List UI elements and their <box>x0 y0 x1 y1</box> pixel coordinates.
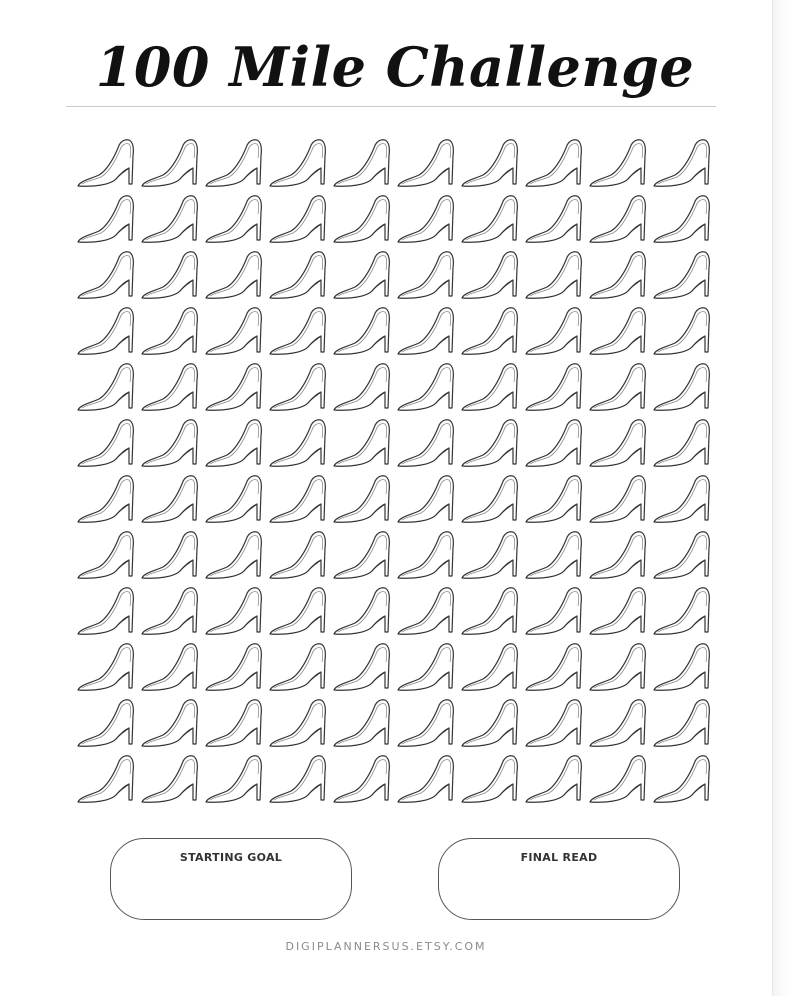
shoe-icon[interactable] <box>526 700 581 746</box>
shoe-icon[interactable] <box>654 756 709 802</box>
shoe-icon[interactable] <box>334 476 389 522</box>
shoe-icon[interactable] <box>334 308 389 354</box>
shoe-icon[interactable] <box>654 364 709 410</box>
shoe-icon[interactable] <box>526 252 581 298</box>
shoe-icon[interactable] <box>462 644 517 690</box>
shoe-icon[interactable] <box>398 756 453 802</box>
starting-goal-box[interactable] <box>110 838 352 920</box>
shoe-icon[interactable] <box>526 308 581 354</box>
shoe-icon[interactable] <box>590 420 645 466</box>
shoe-icon[interactable] <box>142 364 197 410</box>
shoe-icon[interactable] <box>462 700 517 746</box>
shoe-icon[interactable] <box>78 756 133 802</box>
shoe-icon[interactable] <box>270 252 325 298</box>
shoe-icon[interactable] <box>270 476 325 522</box>
shoe-icon[interactable] <box>590 364 645 410</box>
shoe-icon[interactable] <box>334 756 389 802</box>
shoe-icon[interactable] <box>462 252 517 298</box>
shoe-icon[interactable] <box>398 644 453 690</box>
shoe-icon[interactable] <box>206 700 261 746</box>
shoe-icon[interactable] <box>334 364 389 410</box>
shoe-icon[interactable] <box>590 196 645 242</box>
shoe-icon[interactable] <box>590 588 645 634</box>
shoe-icon[interactable] <box>142 644 197 690</box>
shoe-icon[interactable] <box>142 476 197 522</box>
shoe-icon[interactable] <box>590 700 645 746</box>
footer-url: DIGIPLANNERSUS.ETSY.COM <box>285 940 487 953</box>
shoe-icon[interactable] <box>654 420 709 466</box>
shoe-icon[interactable] <box>526 364 581 410</box>
shoe-icon[interactable] <box>526 756 581 802</box>
title-divider <box>66 106 716 107</box>
shoe-icon[interactable] <box>270 196 325 242</box>
shoe-icon[interactable] <box>462 532 517 578</box>
shoe-icon[interactable] <box>654 700 709 746</box>
shoe-icon[interactable] <box>78 308 133 354</box>
shoe-icon[interactable] <box>334 700 389 746</box>
shoe-icon[interactable] <box>462 420 517 466</box>
shoe-icon[interactable] <box>462 476 517 522</box>
final-read-box[interactable] <box>438 838 680 920</box>
shoe-icon[interactable] <box>462 364 517 410</box>
shoe-icon[interactable] <box>270 364 325 410</box>
shoe-icon[interactable] <box>462 588 517 634</box>
shoe-icon[interactable] <box>206 420 261 466</box>
shoe-icon[interactable] <box>142 252 197 298</box>
shoe-icon[interactable] <box>142 308 197 354</box>
shoe-icon[interactable] <box>206 364 261 410</box>
shoe-icon[interactable] <box>654 140 709 186</box>
shoe-icon[interactable] <box>78 140 133 186</box>
shoe-icon[interactable] <box>142 532 197 578</box>
shoe-icon[interactable] <box>206 756 261 802</box>
shoe-icon[interactable] <box>398 252 453 298</box>
shoe-icon[interactable] <box>334 644 389 690</box>
shoe-icon[interactable] <box>78 644 133 690</box>
shoe-icon[interactable] <box>78 420 133 466</box>
shoe-icon[interactable] <box>206 476 261 522</box>
shoe-icon[interactable] <box>654 476 709 522</box>
shoe-icon[interactable] <box>206 588 261 634</box>
shoe-icon[interactable] <box>142 420 197 466</box>
shoe-icon[interactable] <box>334 588 389 634</box>
shoe-icon[interactable] <box>270 420 325 466</box>
shoe-icon[interactable] <box>398 420 453 466</box>
shoe-icon[interactable] <box>334 140 389 186</box>
shoe-icon[interactable] <box>654 308 709 354</box>
shoe-icon[interactable] <box>78 476 133 522</box>
shoe-icon[interactable] <box>270 756 325 802</box>
shoe-icon[interactable] <box>398 308 453 354</box>
shoe-icon[interactable] <box>590 644 645 690</box>
shoe-icon[interactable] <box>142 588 197 634</box>
shoe-icon[interactable] <box>654 196 709 242</box>
shoe-icon[interactable] <box>270 532 325 578</box>
shoe-icon[interactable] <box>526 588 581 634</box>
shoe-icon[interactable] <box>270 140 325 186</box>
shoe-icon[interactable] <box>590 308 645 354</box>
shoe-icon[interactable] <box>526 140 581 186</box>
shoe-icon[interactable] <box>142 756 197 802</box>
shoe-icon[interactable] <box>462 196 517 242</box>
shoe-icon[interactable] <box>654 532 709 578</box>
shoe-icon[interactable] <box>206 644 261 690</box>
shoe-icon[interactable] <box>590 476 645 522</box>
final-read-label: FINAL READ <box>520 851 598 864</box>
shoe-tracker-grid <box>72 134 712 806</box>
shoe-icon[interactable] <box>590 756 645 802</box>
shoe-icon[interactable] <box>206 308 261 354</box>
shoe-icon[interactable] <box>398 476 453 522</box>
shoe-icon[interactable] <box>78 196 133 242</box>
shoe-icon[interactable] <box>270 588 325 634</box>
shoe-icon[interactable] <box>270 308 325 354</box>
shoe-icon[interactable] <box>654 252 709 298</box>
starting-goal-label: STARTING GOAL <box>179 851 283 864</box>
shoe-icon[interactable] <box>78 252 133 298</box>
shoe-icon[interactable] <box>590 252 645 298</box>
shoe-icon[interactable] <box>270 700 325 746</box>
shoe-icon[interactable] <box>334 532 389 578</box>
page-title: 100 Mile Challenge <box>95 35 695 99</box>
shoe-icon[interactable] <box>206 140 261 186</box>
shoe-icon[interactable] <box>654 644 709 690</box>
shoe-icon[interactable] <box>78 588 133 634</box>
shoe-icon[interactable] <box>590 140 645 186</box>
shoe-icon[interactable] <box>526 532 581 578</box>
shoe-icon[interactable] <box>462 140 517 186</box>
shoe-icon[interactable] <box>398 700 453 746</box>
shoe-icon[interactable] <box>526 196 581 242</box>
shoe-icon[interactable] <box>398 588 453 634</box>
shoe-icon[interactable] <box>398 532 453 578</box>
shoe-icon[interactable] <box>270 644 325 690</box>
shoe-icon[interactable] <box>206 532 261 578</box>
shoe-icon[interactable] <box>462 756 517 802</box>
shoe-icon[interactable] <box>142 140 197 186</box>
shoe-icon[interactable] <box>462 308 517 354</box>
shoe-icon[interactable] <box>398 196 453 242</box>
shoe-icon[interactable] <box>334 252 389 298</box>
shoe-icon[interactable] <box>142 196 197 242</box>
shoe-icon[interactable] <box>398 140 453 186</box>
shoe-icon[interactable] <box>206 252 261 298</box>
shoe-icon[interactable] <box>78 532 133 578</box>
shoe-icon[interactable] <box>142 700 197 746</box>
shoe-icon[interactable] <box>334 420 389 466</box>
shoe-icon[interactable] <box>398 364 453 410</box>
shoe-icon[interactable] <box>590 532 645 578</box>
shoe-icon[interactable] <box>334 196 389 242</box>
shoe-icon[interactable] <box>78 364 133 410</box>
shoe-icon[interactable] <box>78 700 133 746</box>
shoe-icon[interactable] <box>526 420 581 466</box>
page-edge-shadow <box>772 0 794 996</box>
shoe-grid-svg <box>72 134 712 806</box>
shoe-icon[interactable] <box>206 196 261 242</box>
shoe-icon[interactable] <box>526 644 581 690</box>
shoe-icon[interactable] <box>526 476 581 522</box>
shoe-icon[interactable] <box>654 588 709 634</box>
